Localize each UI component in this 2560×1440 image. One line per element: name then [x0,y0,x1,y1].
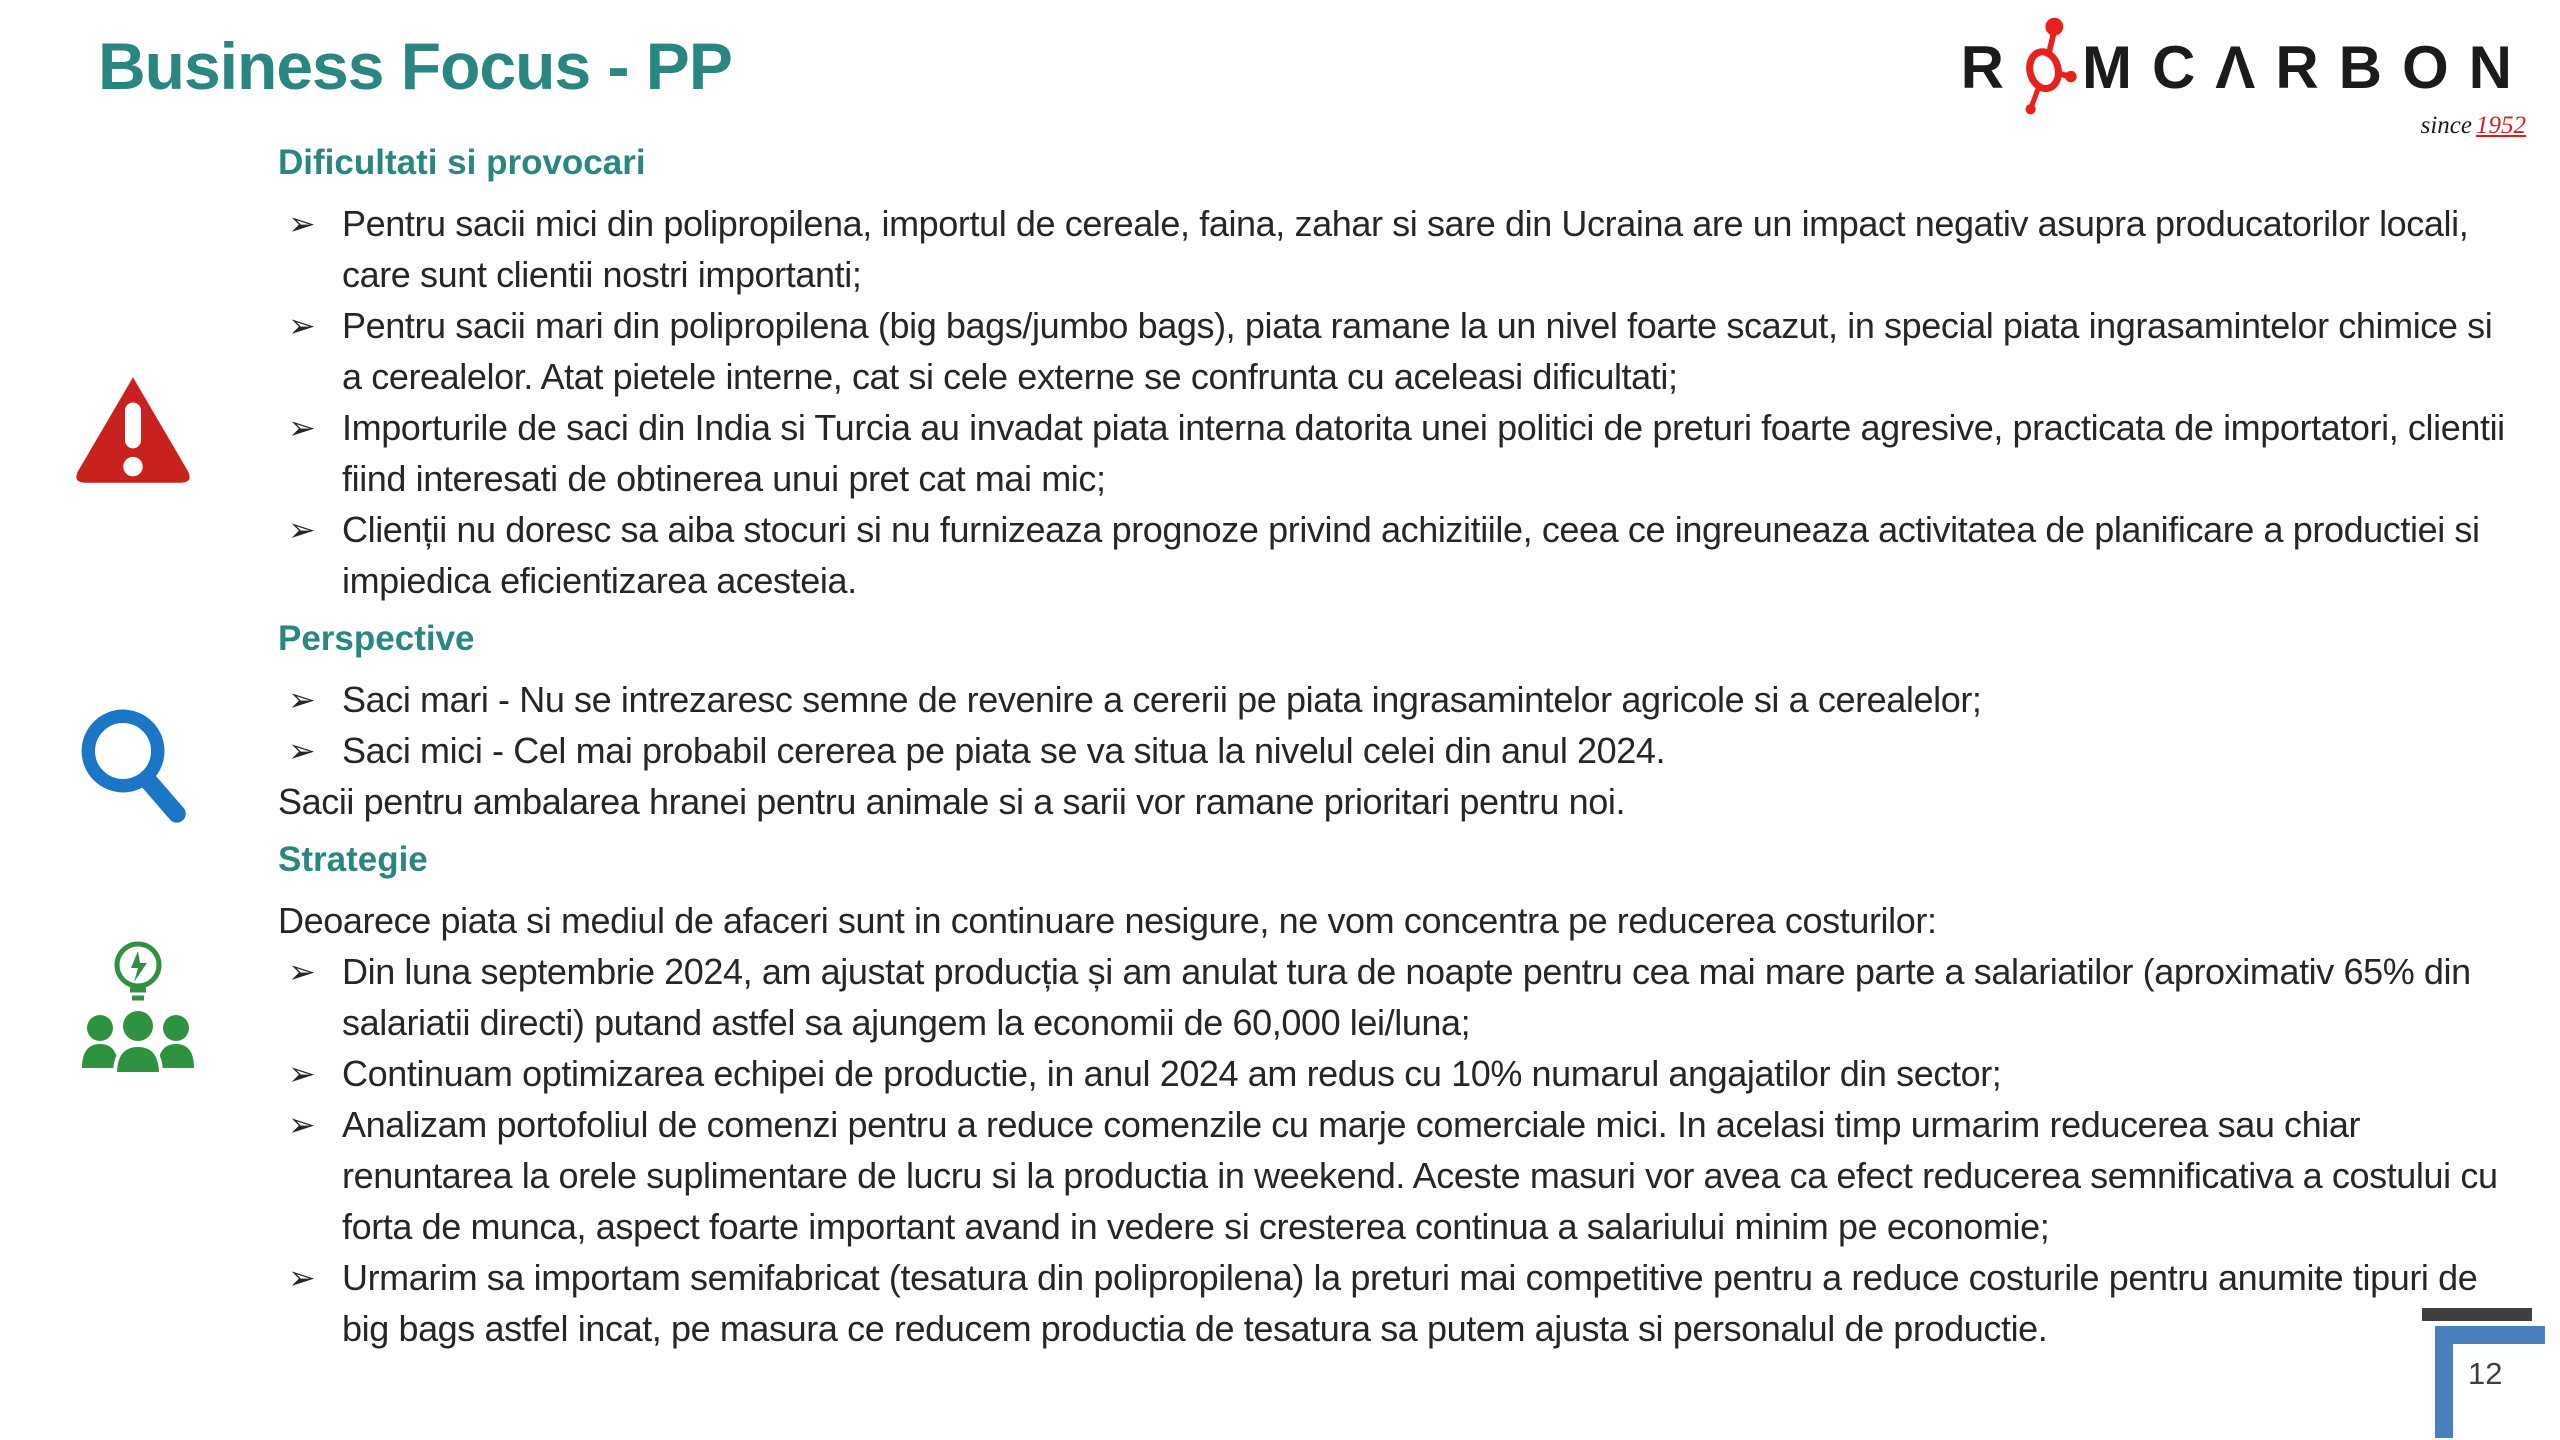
arrow-bullet-icon: ➢ [288,1106,316,1143]
strategie-intro: Deoarece piata si mediul de afaceri sunt in continuare nesigure, ne vom concentra pe reducerea costurilor: [278,900,1937,941]
slide-body [278,140,2508,1362]
arrow-bullet-icon: ➢ [288,1259,316,1296]
list-item: ➢ Clienții nu doresc sa aiba stocuri si nu furnizeaza prognoze privind achizitiile, ceea ce ingreuneaza activitatea de planificare a productiei si impiedica eficientizarea acesteia. [278,504,2508,606]
arrow-bullet-icon: ➢ [288,205,316,242]
list-item: ➢ Pentru sacii mici din polipropilena, importul de cereale, faina, zahar si sare din Ucraina are un impact negativ asupra producatorilor locali, care sunt clientii nostri importanti; [278,198,2508,300]
section-heading: Strategie [278,840,428,879]
bullet-list [278,198,2508,606]
list-item: ➢ Analizam portofoliul de comenzi pentru a reduce comenzile cu marje comerciale mici. In acelasi timp urmarim reducerea sau chiar renuntarea la orele suplimentare de lucru si la productia in weekend. Aceste masuri vor avea ca efect reducerea semnificativa a costului cu forta de munca, aspect foarte important avand in vedere si cresterea continua a salariului minim pe economie; [278,1099,2508,1252]
arrow-bullet-icon: ➢ [288,511,316,548]
arrow-bullet-icon: ➢ [288,307,316,344]
list-item: ➢ Continuam optimizarea echipei de productie, in anul 2024 am redus cu 10% numarul angajatilor din sector; [278,1048,2508,1099]
section-heading: Perspective [278,619,475,658]
team-idea-icon [74,938,202,1093]
section-heading: Dificultati si provocari [278,143,646,182]
section-strategie [278,837,2508,1354]
list-item: ➢ Saci mari - Nu se intrezaresc semne de revenire a cererii pe piata ingrasamintelor agricole si a cerealelor; [278,674,2508,725]
romcarbon-logo [1952,12,2532,140]
logo-wordmark [1952,12,2532,122]
since-label: since [2420,112,2472,139]
arrow-bullet-icon: ➢ [288,681,316,718]
page-title: Business Focus - PP [98,29,732,103]
molecule-o-icon [2014,12,2078,122]
since-year: 1952 [2476,112,2526,139]
warning-icon [70,372,196,493]
section-perspective [278,616,2508,827]
list-item: ➢ Din luna septembrie 2024, am ajustat producția și am anulat tura de noapte pentru cea mai mare parte a salariatilor (aproximativ 65% din salariatii directi) putand astfel sa ajungem la economii de 60,000 lei/luna; [278,946,2508,1048]
list-item: ➢ Saci mici - Cel mai probabil cererea pe piata se va situa la nivelul celei din anul 2024. [278,725,2508,776]
section-dificultati [278,140,2508,606]
logo-letters-mcarbon: MCΛRBON [2082,33,2532,101]
corner-dark-bar [2422,1308,2532,1321]
arrow-bullet-icon: ➢ [288,953,316,990]
page-number: 12 [2468,1356,2503,1391]
list-item: ➢ Pentru sacii mari din polipropilena (big bags/jumbo bags), piata ramane la un nivel foarte scazut, in special piata ingrasamintelor chimice si a cerealelor. Atat pietele interne, cat si cele externe se confrunta cu aceleasi dificultati; [278,300,2508,402]
list-item: ➢ Urmarim sa importam semifabricat (tesatura din polipropilena) la preturi mai competitive pentru a reduce costurile pentru anumite tipuri de big bags astfel incat, pe masura ce reducem productia de tesatura sa putem ajusta si personalul de productie. [278,1252,2508,1354]
arrow-bullet-icon: ➢ [288,732,316,769]
logo-letter-r: R [1960,33,2010,101]
bullet-list [278,946,2508,1354]
search-icon [76,706,188,829]
perspective-note: Sacii pentru ambalarea hranei pentru animale si a sarii vor ramane prioritari pentru noi. [278,781,1626,822]
arrow-bullet-icon: ➢ [288,1055,316,1092]
page-corner [2430,1308,2560,1440]
arrow-bullet-icon: ➢ [288,409,316,446]
bullet-list [278,674,2508,776]
list-item: ➢ Importurile de saci din India si Turcia au invadat piata interna datorita unei politici de preturi foarte agresive, practicata de importatori, clientii fiind interesati de obtinerea unui pret cat mai mic; [278,402,2508,504]
